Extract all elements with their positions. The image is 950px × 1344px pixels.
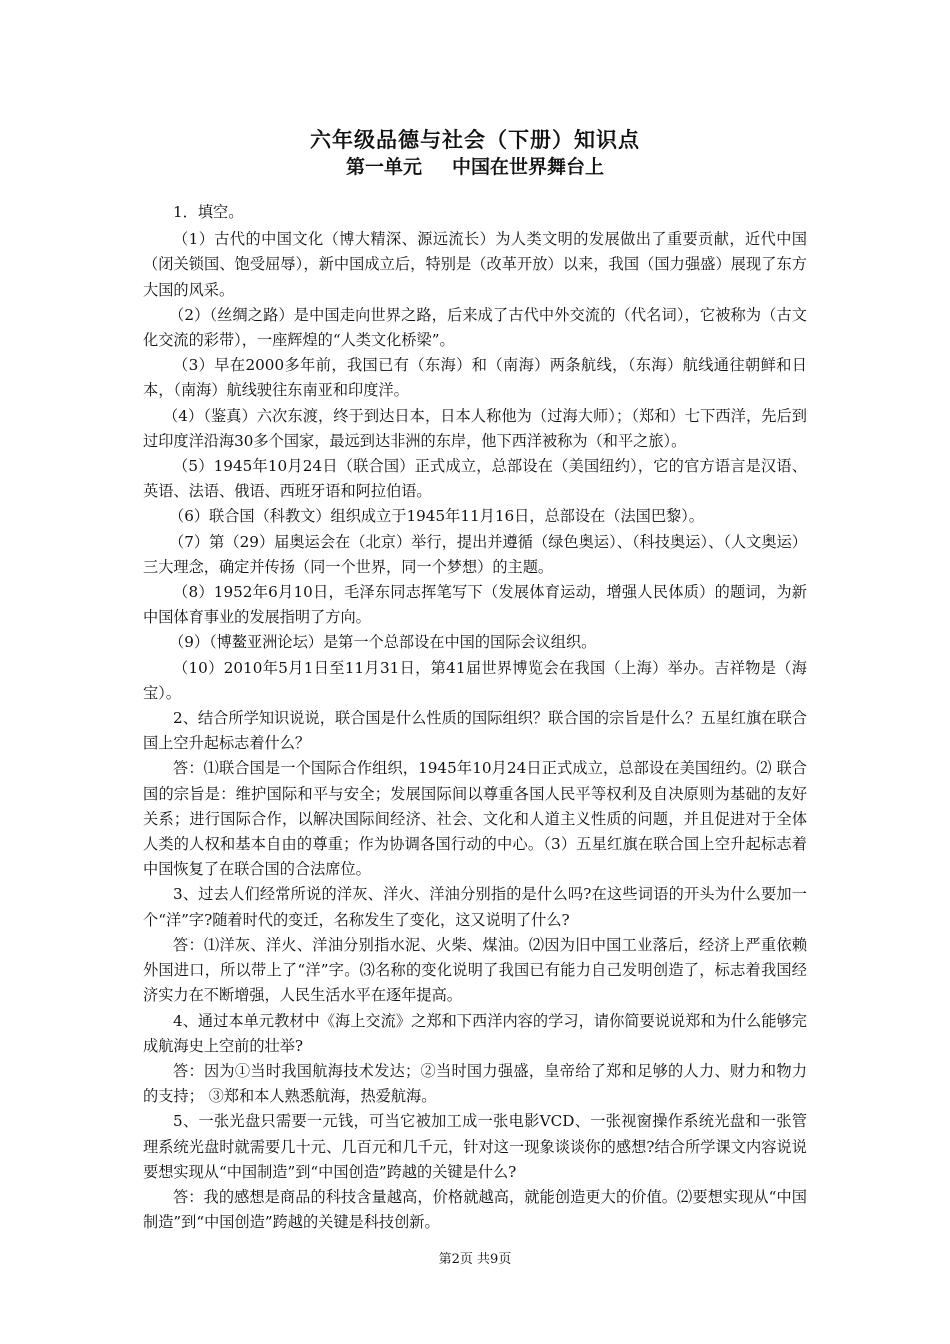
paragraph: （7）第（29）届奥运会在（北京）举行，提出并遵循（绿色奥运）、（科技奥运）、（人文奥运）三大理念，确定并传扬（同一个世界，同一个梦想）的主题。: [143, 532, 807, 576]
page-footer: 第2页 共9页: [438, 1252, 512, 1267]
paragraph: （1）古代的中国文化（博大精深、源远流长）为人类文明的发展做出了重要贡献，近代中国（闭关锁国、饱受屈辱），新中国成立后，特别是（改革开放）以来，我国（国力强盛）展现了东方大国的风采。: [143, 230, 807, 299]
answer: 答：⑴洋灰、洋火、洋油分别指水泥、火柴、煤油。⑵因为旧中国工业落后，经济上严重依赖外国进口，所以带上了“洋”字。⑶名称的变化说明了我国已有能力自己发明创造了，标志着我国经济实力在不断增强，人民生活水平在逐年提高。: [143, 935, 807, 1005]
question: 4、通过本单元教材中《海上交流》之郑和下西洋内容的学习，请你简要说说郑和为什么能够完成航海史上空前的壮举?: [143, 1011, 807, 1055]
answer: 答：我的感想是商品的科技含量越高，价格就越高，就能创造更大的价值。⑵要想实现从“中国制造”到“中国创造”跨越的关键是科技创新。: [143, 1187, 807, 1232]
question: 5、一张光盘只需要一元钱，可当它被加工成一张电影VCD、一张视窗操作系统光盘和一张管理系统光盘时就需要几十元、几百元和几千元，针对这一现象谈谈你的感想?结合所学课文内容说说要想实现从“中国制造”到“中国创造”跨越的关键是什么?: [143, 1112, 807, 1181]
question: 2、结合所学知识说说，联合国是什么性质的国际组织？联合国的宗旨是什么？五星红旗在联合国上空升起标志着什么？: [143, 709, 807, 753]
paragraph: （2）（丝绸之路）是中国走向世界之路，后来成了古代中外交流的（代名词），它被称为（古文化交流的彩带），一座辉煌的“人类文化桥梁”。: [143, 305, 807, 350]
section-heading: 1．填空。: [173, 203, 244, 221]
unit-name: 中国在世界舞台上: [452, 156, 605, 178]
answer: 答：因为①当时我国航海技术发达；②当时国力强盛，皇帝给了郑和足够的人力、财力和物力的支持； ③郑和本人熟悉航海，热爱航海。: [143, 1061, 807, 1106]
unit-label: 第一单元: [345, 156, 422, 178]
paragraph: （8）1952年6月10日，毛泽东同志挥笔写下（发展体育运动，增强人民体质）的题词，为新中国体育事业的发展指明了方向。: [143, 583, 807, 627]
paragraph: （9）（博鳌亚洲论坛）是第一个总部设在中国的国际会议组织。: [169, 633, 597, 652]
paragraph: （6）联合国（科教文）组织成立于1945年11月16日，总部设在（法国巴黎）。: [169, 507, 704, 526]
page-title: 六年级品德与社会（下册）知识点: [310, 127, 640, 152]
unit-heading: [0, 152, 950, 179]
paragraph: （5）1945年10月24日（联合国）正式成立，总部设在（美国纽约），它的官方语言是汉语、英语、法语、俄语、西班牙语和阿拉伯语。: [143, 457, 807, 501]
document-body: [143, 200, 807, 1235]
question: 3、过去人们经常所说的洋灰、洋火、洋油分别指的是什么吗?在这些词语的开头为什么要加一个“洋”字?随着时代的变迁，名称发生了变化，这又说明了什么?: [143, 885, 807, 929]
paragraph: （10）2010年5月1日至11月31日，第41届世界博览会在我国（上海）举办。吉祥物是（海宝）。: [143, 658, 807, 702]
paragraph: （3）早在2000多年前，我国已有（东海）和（南海）两条航线，（东海）航线通往朝鲜和日本，（南海）航线驶往东南亚和印度洋。: [143, 356, 807, 400]
answer: 答：⑴联合国是一个国际合作组织，1945年10月24日正式成立，总部设在美国纽约。⑵ 联合国的宗旨是：维护国际和平与安全；发展国际间以尊重各国人民平等权利及自决原则为基础的友好关系；进行国际合作，以解决国际间经济、社会、文化和人道主义性质的问题，并且促进对于全体人类的人权和基本自由的尊重；作为协调各国行动的中心。（3）五星红旗在联合国上空升起标志着中国恢复了在联合国的合法席位。: [143, 759, 807, 879]
paragraph: （4）（鉴真）六次东渡，终于到达日本，日本人称他为（过海大师）；（郑和）七下西洋，先后到过印度洋沿海30多个国家，最远到达非洲的东岸，他下西洋被称为（和平之旅）。: [143, 406, 807, 450]
